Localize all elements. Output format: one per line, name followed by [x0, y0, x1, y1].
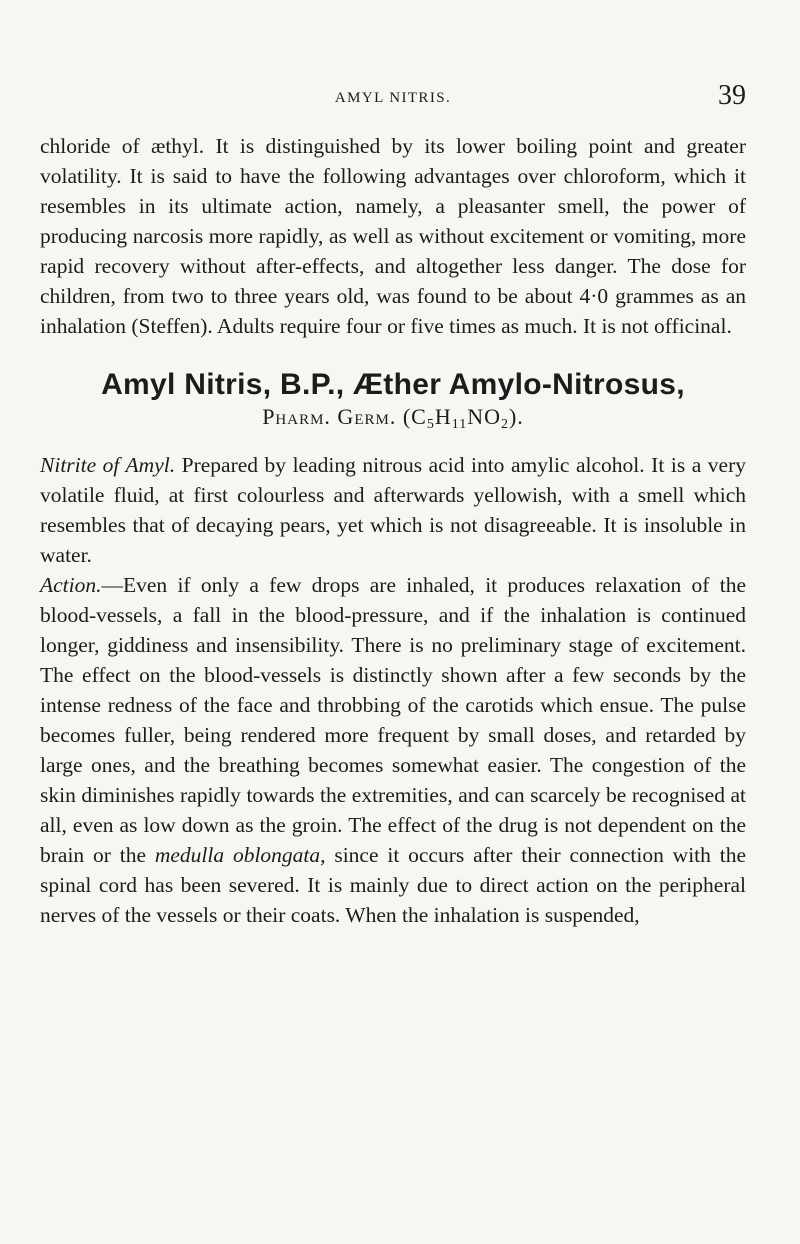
chemical-formula: $(C_5H_{11}NO_2)$. — [402, 404, 524, 432]
action-text-1: —Even if only a few drops are inhaled, it produces relaxation of the blood-vessels, a fall in the blood-pressure, and if the inhalation is continued longer, giddiness and insensibility. There is no preliminary stage of excitement. The effect on the blood-vessels is distinctly shown after a few seconds by the intense redness of the face and throbbing of the carotids which ensue. The pulse becomes fuller, being rendered more frequent by small doses, and retarded by large ones, and the breathing becomes somewhat easier. The congestion of the skin diminishes rapidly towards the extremities, and can scarcely be recognised at all, even as low down as the groin. The effect of the drug is not dependent on the brain or the — [40, 573, 746, 867]
running-title: AMYL NITRIS. — [334, 90, 452, 106]
action-paragraph — [40, 570, 746, 930]
nitrite-lead: Nitrite of Amyl. — [40, 453, 176, 477]
running-head — [40, 80, 746, 114]
pharmacopoeia-label: Pharm. Germ. — [262, 404, 397, 429]
nitrite-paragraph — [40, 450, 746, 570]
intro-paragraph: chloride of æthyl. It is distinguished by its lower boiling point and greater volatility. It is said to have the following advantages over chloroform, which it resembles in its ultimate action, namely, a pleasanter smell, the power of producing narcosis more rapidly, as well as without excitement or vomiting, more rapid recovery without after-effects, and altogether less danger. The dose for children, from two to three years old, was found to be about 4·0 grammes as an inhalation (Steffen). Adults require four or five times as much. It is not officinal. — [40, 134, 746, 338]
action-text-2: since it occurs after their connection with the spinal cord has been severed. It is mainly due to direct action on the peripheral nerves of the vessels or their coats. When the inhalation is suspended, — [40, 843, 746, 927]
heading-subtitle — [40, 402, 746, 432]
medulla-term: medulla oblongata, — [154, 843, 326, 867]
nitrite-text: Prepared by leading nitrous acid into amylic alcohol. It is a very volatile fluid, at first colourless and afterwards yellowish, with a smell which resembles that of decaying pears, yet which is not disagreeable. It is insoluble in water. — [40, 453, 746, 567]
book-page — [40, 0, 746, 1244]
action-lead: Action. — [40, 573, 102, 597]
body-text — [40, 131, 746, 930]
page-number: 39 — [718, 80, 746, 111]
section-heading — [40, 368, 746, 432]
heading-title: Amyl Nitris, B.P., Æther Amylo-Nitrosus, — [101, 368, 685, 401]
